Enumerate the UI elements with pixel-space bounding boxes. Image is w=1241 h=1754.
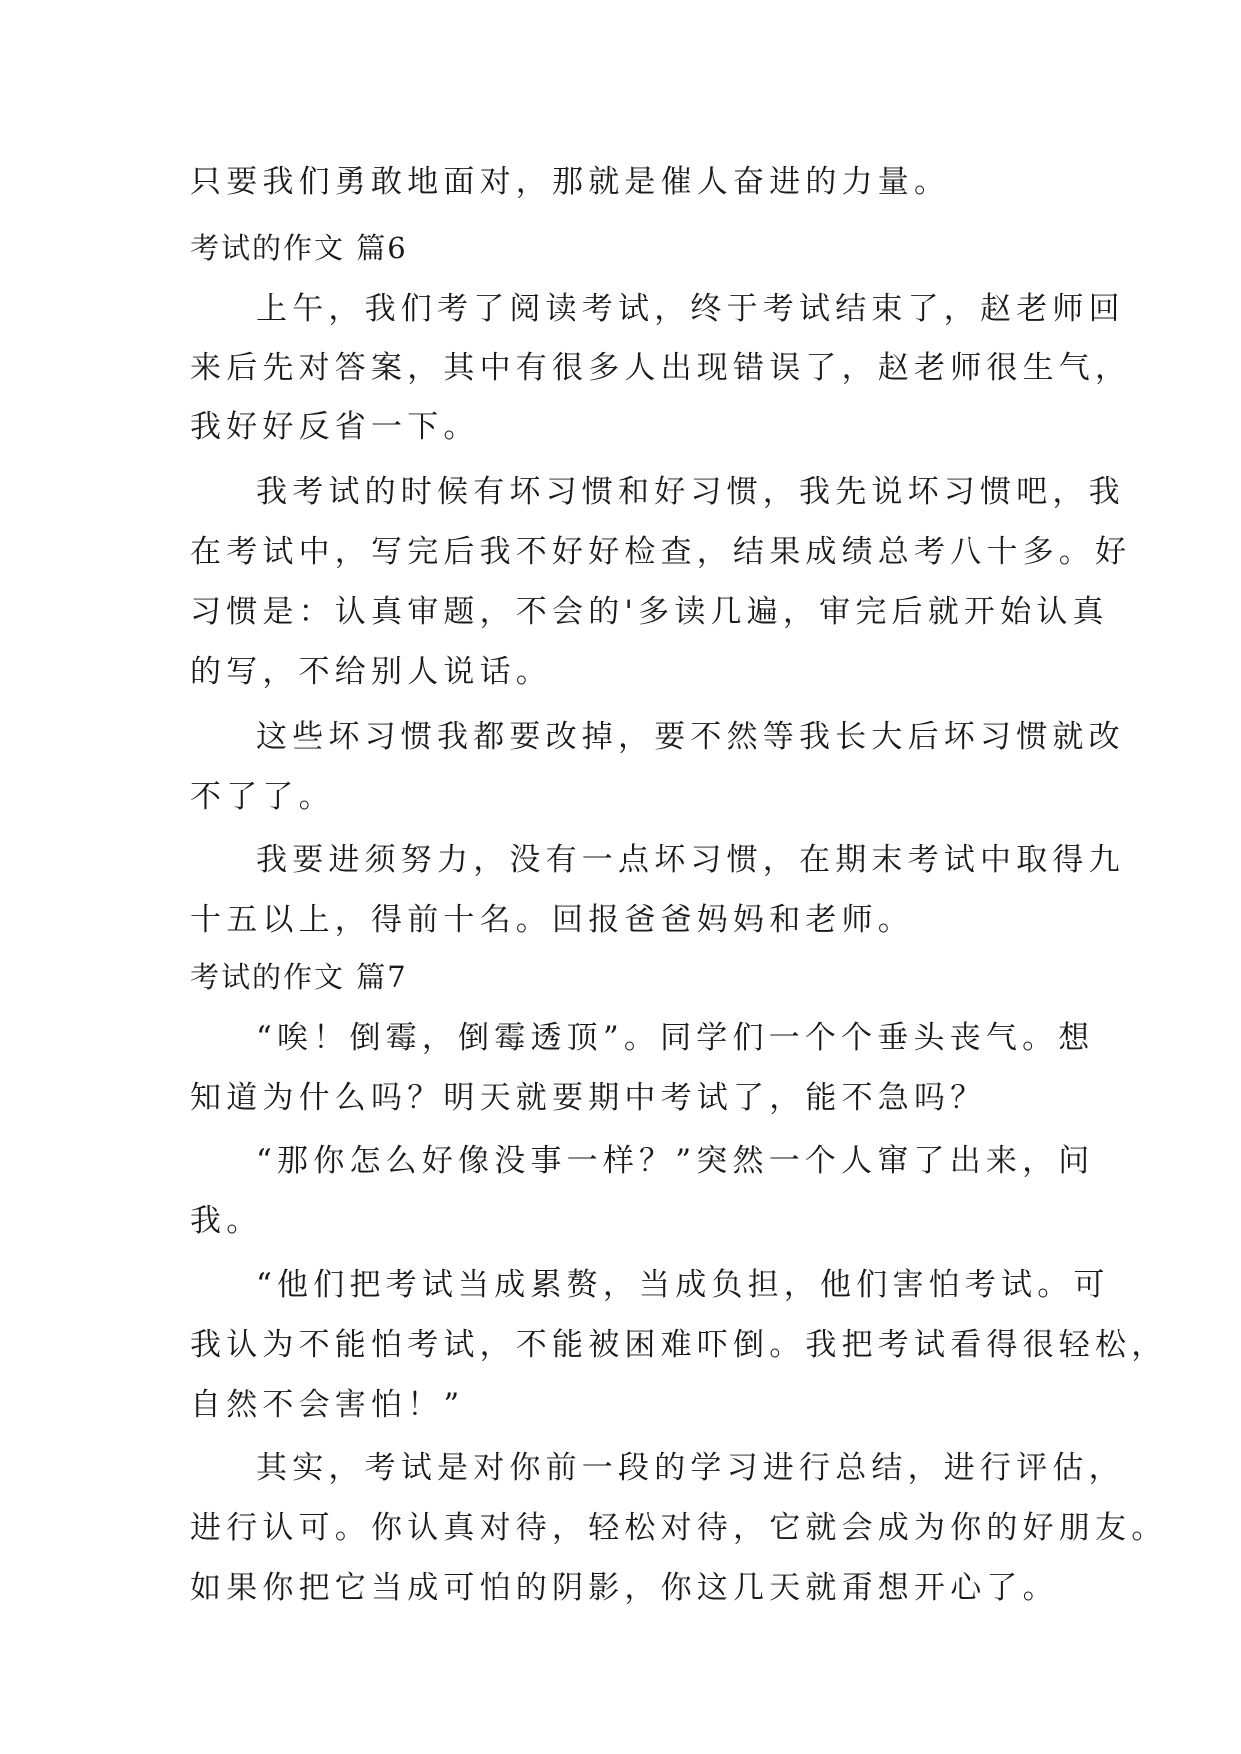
body-line: 在考试中，写完后我不好好检查，结果成绩总考八十多。好 (190, 534, 1132, 570)
paragraph-first-line: “唉！倒霉，倒霉透顶”。同学们一个个垂头丧气。想 (256, 1020, 1095, 1056)
body-line: 不了了。 (190, 779, 335, 815)
body-line: 进行认可。你认真对待，轻松对待，它就会成为你的好朋友。 (190, 1510, 1168, 1546)
section-heading: 考试的作文 篇7 (190, 960, 408, 994)
body-line: 我认为不能怕考试，不能被困难吓倒。我把考试看得很轻松， (190, 1327, 1168, 1363)
paragraph-first-line: 我考试的时候有坏习惯和好习惯，我先说坏习惯吧，我 (256, 474, 1125, 510)
body-line: 来后先对答案，其中有很多人出现错误了，赵老师很生气， (190, 350, 1132, 386)
paragraph-first-line: 上午，我们考了阅读考试，终于考试结束了，赵老师回 (256, 291, 1125, 327)
paragraph-first-line: “那你怎么好像没事一样？”突然一个人窜了出来，问 (256, 1143, 1095, 1179)
body-line: 十五以上，得前十名。回报爸爸妈妈和老师。 (190, 902, 914, 938)
body-line: 我好好反省一下。 (190, 409, 480, 445)
section-heading: 考试的作文 篇6 (190, 231, 408, 265)
paragraph-first-line: 其实，考试是对你前一段的学习进行总结，进行评估， (256, 1450, 1125, 1486)
body-line: 自然不会害怕！” (190, 1387, 465, 1423)
body-line: 知道为什么吗？明天就要期中考试了，能不急吗？ (190, 1080, 987, 1116)
body-line: 只要我们勇敢地面对，那就是催人奋进的力量。 (190, 164, 951, 200)
paragraph-first-line: 我要进须努力，没有一点坏习惯，在期末考试中取得九 (256, 842, 1125, 878)
body-line: 的写，不给别人说话。 (190, 654, 552, 690)
body-line: 习惯是：认真审题，不会的'多读几遍，审完后就开始认真 (190, 594, 1109, 630)
paragraph-first-line: “他们把考试当成累赘，当成负担，他们害怕考试。可 (256, 1267, 1110, 1303)
body-line: 如果你把它当成可怕的阴影，你这几天就甭想开心了。 (190, 1570, 1059, 1606)
body-line: 我。 (190, 1203, 263, 1239)
paragraph-first-line: 这些坏习惯我都要改掉，要不然等我长大后坏习惯就改 (256, 719, 1125, 755)
